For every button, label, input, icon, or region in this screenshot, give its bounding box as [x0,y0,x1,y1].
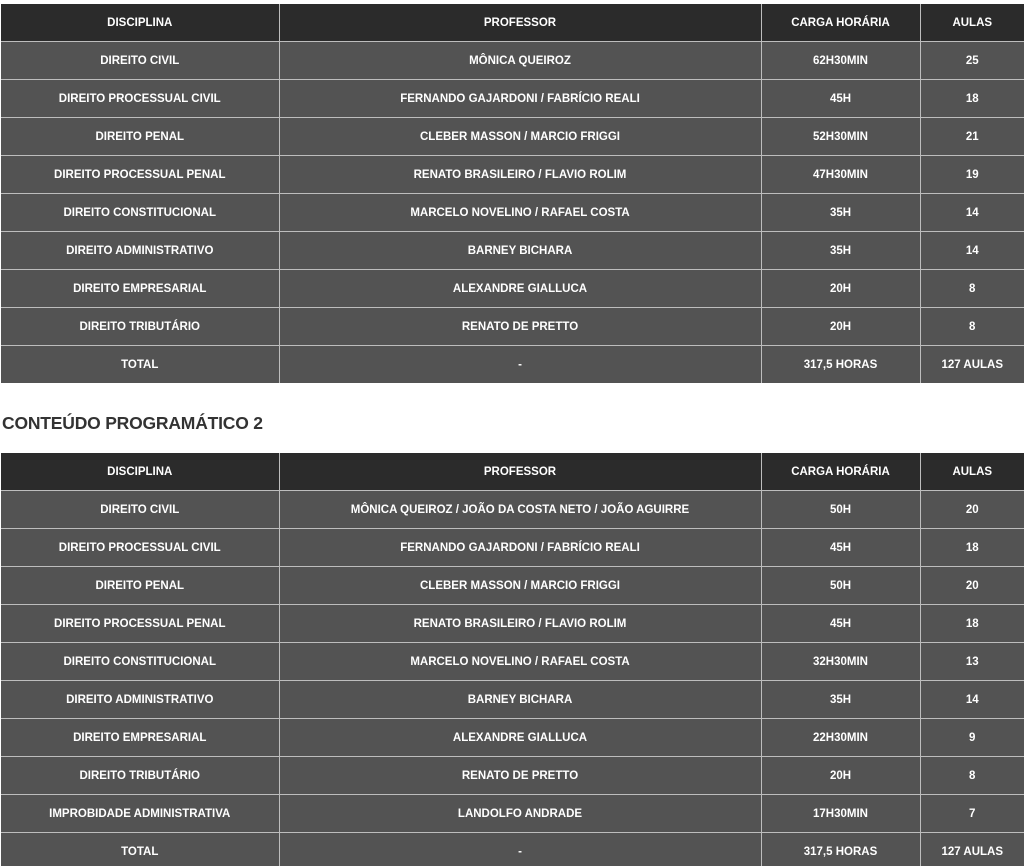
cell-disciplina: DIREITO TRIBUTÁRIO [1,757,279,795]
section-title: CONTEÚDO PROGRAMÁTICO 2 [2,413,263,433]
cell-disciplina: DIREITO PENAL [1,567,279,605]
cell-aulas: 127 AULAS [941,845,1004,858]
cell-professor: MÔNICA QUEIROZ [279,42,761,80]
cell-disciplina: DIREITO PROCESSUAL CIVIL [1,529,279,567]
cell-professor: FERNANDO GAJARDONI / FABRÍCIO REALI [279,529,761,567]
table-header [1,4,1024,42]
cell-carga-horaria: 45H [761,529,920,567]
header-aulas: AULAS [920,453,1024,491]
cell-disciplina: DIREITO EMPRESARIAL [1,270,279,308]
cell-aulas: 20 [920,491,1024,529]
cell-disciplina: DIREITO ADMINISTRATIVO [1,681,279,719]
cell-aulas: 7 [920,795,1024,833]
header-professor: PROFESSOR [279,4,761,42]
cell-carga-horaria: 20H [761,757,920,795]
table-row [1,681,1024,719]
cell-disciplina: DIREITO PENAL [1,118,279,156]
header-carga-horaria: CARGA HORÁRIA [761,453,920,491]
cell-disciplina: TOTAL [1,833,279,866]
course-table-2 [1,453,1024,866]
total-row [1,833,1024,866]
cell-disciplina: DIREITO PROCESSUAL PENAL [1,156,279,194]
cell-professor: ALEXANDRE GIALLUCA [279,719,761,757]
header-aulas: AULAS [920,4,1024,42]
cell-carga-horaria: 50H [761,491,920,529]
table-row [1,308,1024,346]
cell-professor: MARCELO NOVELINO / RAFAEL COSTA [279,194,761,232]
cell-professor: RENATO DE PRETTO [279,308,761,346]
table-row [1,118,1024,156]
cell-carga-horaria: 47H30MIN [761,156,920,194]
cell-disciplina: DIREITO PROCESSUAL PENAL [1,605,279,643]
cell-carga-horaria: 45H [761,80,920,118]
total-row [1,346,1024,384]
cell-professor: - [279,833,761,866]
table-row [1,42,1024,80]
cell-disciplina: DIREITO CIVIL [1,491,279,529]
cell-disciplina: DIREITO EMPRESARIAL [1,719,279,757]
cell-aulas: 13 [920,643,1024,681]
cell-carga-horaria: 50H [761,567,920,605]
header-row [1,453,1024,491]
cell-aulas: 20 [920,567,1024,605]
table-row [1,491,1024,529]
cell-carga-horaria: 52H30MIN [761,118,920,156]
cell-aulas: 127 AULAS [941,358,1004,371]
cell-professor: BARNEY BICHARA [279,681,761,719]
table-row [1,567,1024,605]
cell-aulas: 8 [920,308,1024,346]
header-professor: PROFESSOR [279,453,761,491]
cell-disciplina: TOTAL [1,346,279,384]
cell-disciplina: DIREITO CIVIL [1,42,279,80]
table-row [1,795,1024,833]
cell-professor: FERNANDO GAJARDONI / FABRÍCIO REALI [279,80,761,118]
table-body [1,491,1024,866]
cell-aulas: 18 [920,529,1024,567]
cell-carga-horaria: 45H [761,605,920,643]
cell-carga-horaria: 35H [761,194,920,232]
cell-aulas: 14 [920,232,1024,270]
table-row [1,643,1024,681]
cell-professor: CLEBER MASSON / MARCIO FRIGGI [279,118,761,156]
table-row [1,80,1024,118]
cell-carga-horaria: 35H [761,232,920,270]
table-header [1,453,1024,491]
cell-aulas: 8 [920,270,1024,308]
cell-aulas: 18 [920,80,1024,118]
table-row [1,156,1024,194]
cell-carga-horaria: 62H30MIN [761,42,920,80]
cell-aulas: 19 [920,156,1024,194]
table-row [1,719,1024,757]
header-row [1,4,1024,42]
cell-aulas: 18 [920,605,1024,643]
header-disciplina: DISCIPLINA [1,4,279,42]
cell-disciplina: IMPROBIDADE ADMINISTRATIVA [1,795,279,833]
cell-professor: RENATO BRASILEIRO / FLAVIO ROLIM [279,605,761,643]
cell-carga-horaria: 20H [761,270,920,308]
table-row [1,605,1024,643]
cell-disciplina: DIREITO ADMINISTRATIVO [1,232,279,270]
table-row [1,232,1024,270]
cell-aulas: 14 [920,681,1024,719]
cell-professor: CLEBER MASSON / MARCIO FRIGGI [279,567,761,605]
cell-aulas: 9 [920,719,1024,757]
cell-disciplina: DIREITO CONSTITUCIONAL [1,643,279,681]
cell-aulas: 25 [920,42,1024,80]
cell-disciplina: DIREITO PROCESSUAL CIVIL [1,80,279,118]
cell-carga-horaria: 317,5 HORAS [761,833,920,866]
cell-professor: BARNEY BICHARA [279,232,761,270]
table-row [1,194,1024,232]
cell-aulas: 8 [920,757,1024,795]
cell-professor: - [279,346,761,384]
cell-disciplina: DIREITO TRIBUTÁRIO [1,308,279,346]
cell-carga-horaria: 317,5 HORAS [761,346,920,384]
cell-carga-horaria: 17H30MIN [761,795,920,833]
cell-carga-horaria: 35H [761,681,920,719]
header-carga-horaria: CARGA HORÁRIA [761,4,920,42]
cell-professor: LANDOLFO ANDRADE [279,795,761,833]
cell-aulas: 14 [920,194,1024,232]
table-row [1,757,1024,795]
course-table-1 [1,4,1024,383]
cell-professor: RENATO DE PRETTO [279,757,761,795]
cell-carga-horaria: 32H30MIN [761,643,920,681]
cell-professor: ALEXANDRE GIALLUCA [279,270,761,308]
table-row [1,270,1024,308]
cell-disciplina: DIREITO CONSTITUCIONAL [1,194,279,232]
cell-professor: MARCELO NOVELINO / RAFAEL COSTA [279,643,761,681]
table-row [1,529,1024,567]
cell-professor: MÔNICA QUEIROZ / JOÃO DA COSTA NETO / JOÃO AGUIRRE [279,491,761,529]
cell-carga-horaria: 20H [761,308,920,346]
header-disciplina: DISCIPLINA [1,453,279,491]
cell-professor: RENATO BRASILEIRO / FLAVIO ROLIM [279,156,761,194]
table-body [1,42,1024,384]
cell-aulas: 21 [920,118,1024,156]
cell-carga-horaria: 22H30MIN [761,719,920,757]
